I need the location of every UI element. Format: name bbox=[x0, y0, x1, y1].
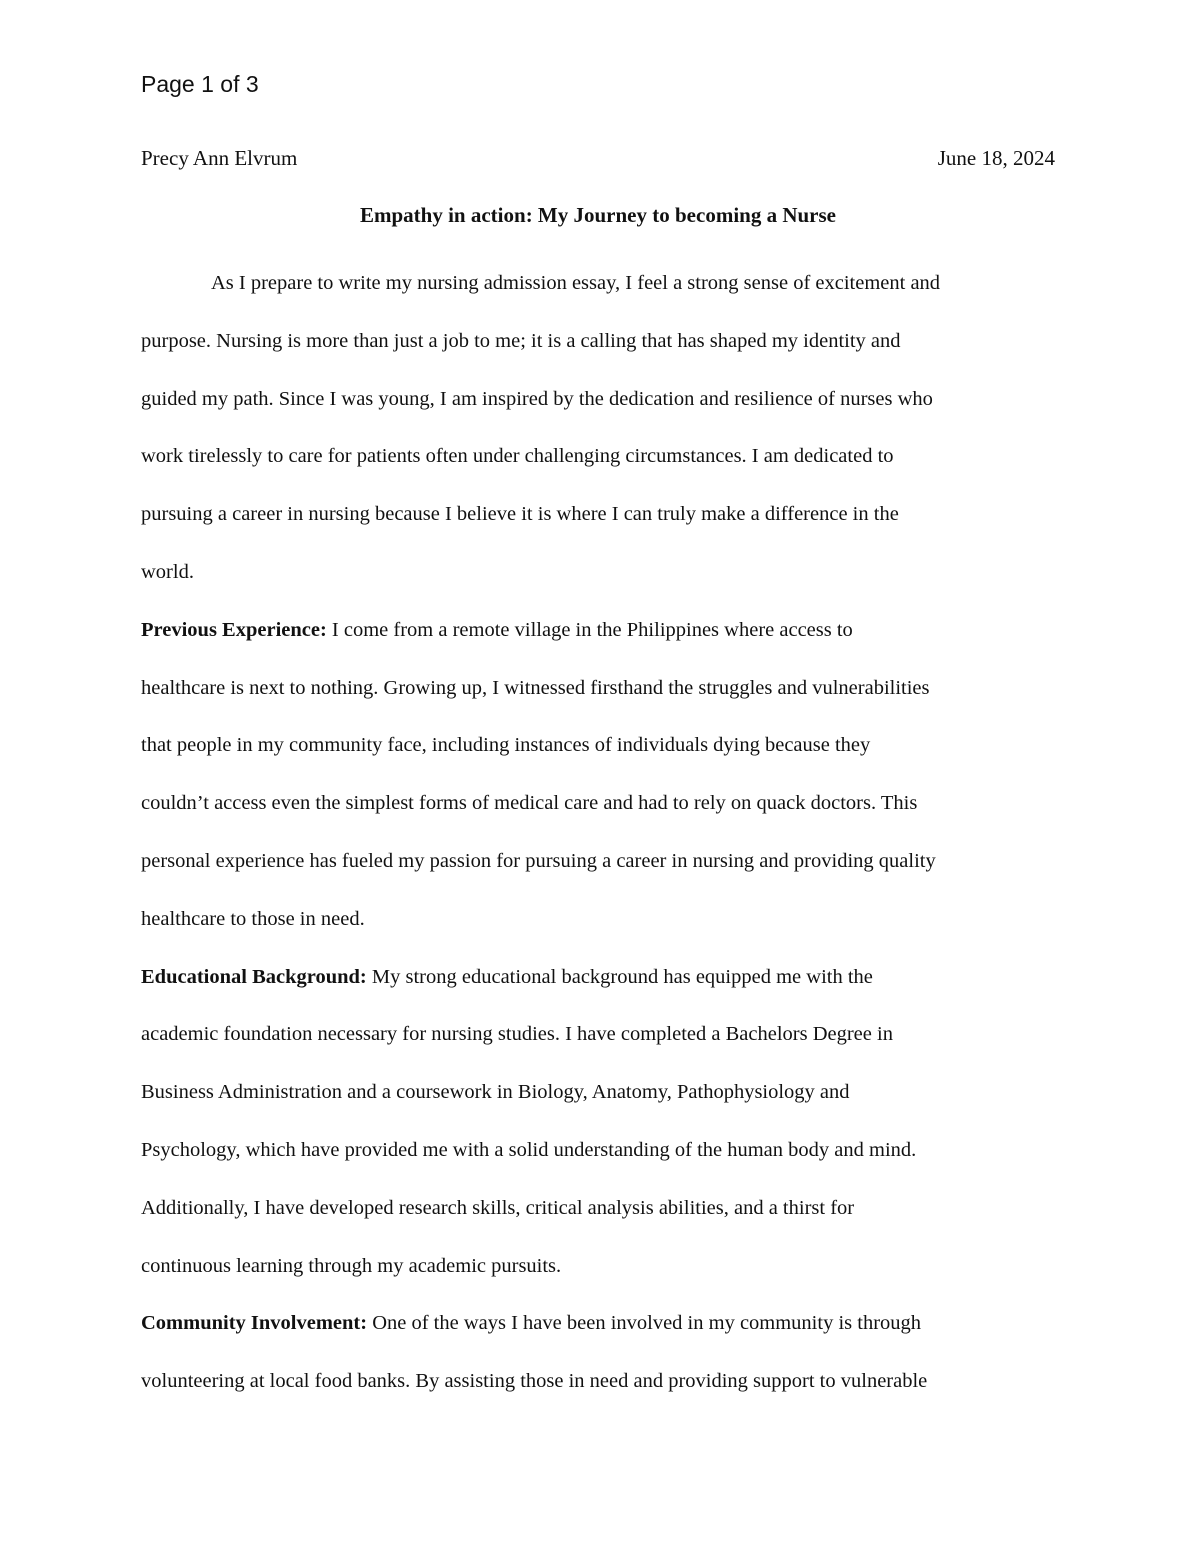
paragraph-line: Psychology, which have provided me with a solid understanding of the human body and mind. bbox=[141, 1138, 917, 1161]
essay-title: Empathy in action: My Journey to becoming a Nurse bbox=[360, 203, 836, 227]
page-counter: Page 1 of 3 bbox=[141, 71, 259, 97]
paragraph-line: healthcare is next to nothing. Growing up, I witnessed firsthand the struggles and vulnerabilities bbox=[141, 676, 930, 699]
intro-paragraph bbox=[141, 255, 1055, 602]
paragraph-line: continuous learning through my academic pursuits. bbox=[141, 1254, 562, 1277]
paragraph-line: pursuing a career in nursing because I believe it is where I can truly make a difference in the bbox=[141, 503, 899, 526]
essay-header bbox=[141, 141, 1055, 175]
section-first-line: One of the ways I have been involved in my community is through bbox=[367, 1312, 922, 1335]
essay-body bbox=[141, 255, 1055, 1411]
community-involvement-paragraph bbox=[141, 1295, 1055, 1411]
paragraph-line bbox=[141, 949, 1055, 1007]
paragraph-line: As I prepare to write my nursing admission essay, I feel a strong sense of excitement and bbox=[211, 272, 941, 294]
paragraph-line: academic foundation necessary for nursing studies. I have completed a Bachelors Degree in bbox=[141, 1023, 893, 1046]
paragraph-line: personal experience has fueled my passion for pursuing a career in nursing and providing quality bbox=[141, 849, 936, 872]
paragraph-line: world. bbox=[141, 560, 194, 583]
previous-experience-paragraph bbox=[141, 602, 1055, 949]
section-first-line: My strong educational background has equipped me with the bbox=[366, 965, 873, 988]
section-label: Educational Background: bbox=[141, 965, 367, 988]
paragraph-line: Additionally, I have developed research skills, critical analysis abilities, and a thirst for bbox=[141, 1196, 855, 1219]
essay-date: June 18, 2024 bbox=[937, 146, 1055, 170]
paragraph-line: Business Administration and a coursework in Biology, Anatomy, Pathophysiology and bbox=[141, 1081, 850, 1104]
paragraph-line: purpose. Nursing is more than just a job to me; it is a calling that has shaped my identity and bbox=[141, 329, 901, 352]
paragraph-line: couldn’t access even the simplest forms of medical care and had to rely on quack doctors. This bbox=[141, 792, 918, 815]
author-name: Precy Ann Elvrum bbox=[141, 146, 298, 170]
section-first-line: I come from a remote village in the Philippines where access to bbox=[326, 618, 853, 641]
paragraph-line: healthcare to those in need. bbox=[141, 907, 365, 930]
paragraph-line: that people in my community face, including instances of individuals dying because they bbox=[141, 734, 871, 757]
paragraph-line: work tirelessly to care for patients often under challenging circumstances. I am dedicated to bbox=[141, 445, 894, 468]
section-label: Previous Experience: bbox=[141, 618, 327, 641]
paragraph-line bbox=[141, 602, 1055, 660]
paragraph-line bbox=[141, 1295, 1055, 1353]
educational-background-paragraph bbox=[141, 949, 1055, 1296]
section-label: Community Involvement: bbox=[141, 1312, 368, 1335]
paragraph-line: volunteering at local food banks. By assisting those in need and providing support to vulnerable bbox=[141, 1370, 928, 1393]
paragraph-line: guided my path. Since I was young, I am inspired by the dedication and resilience of nurses who bbox=[141, 387, 933, 410]
